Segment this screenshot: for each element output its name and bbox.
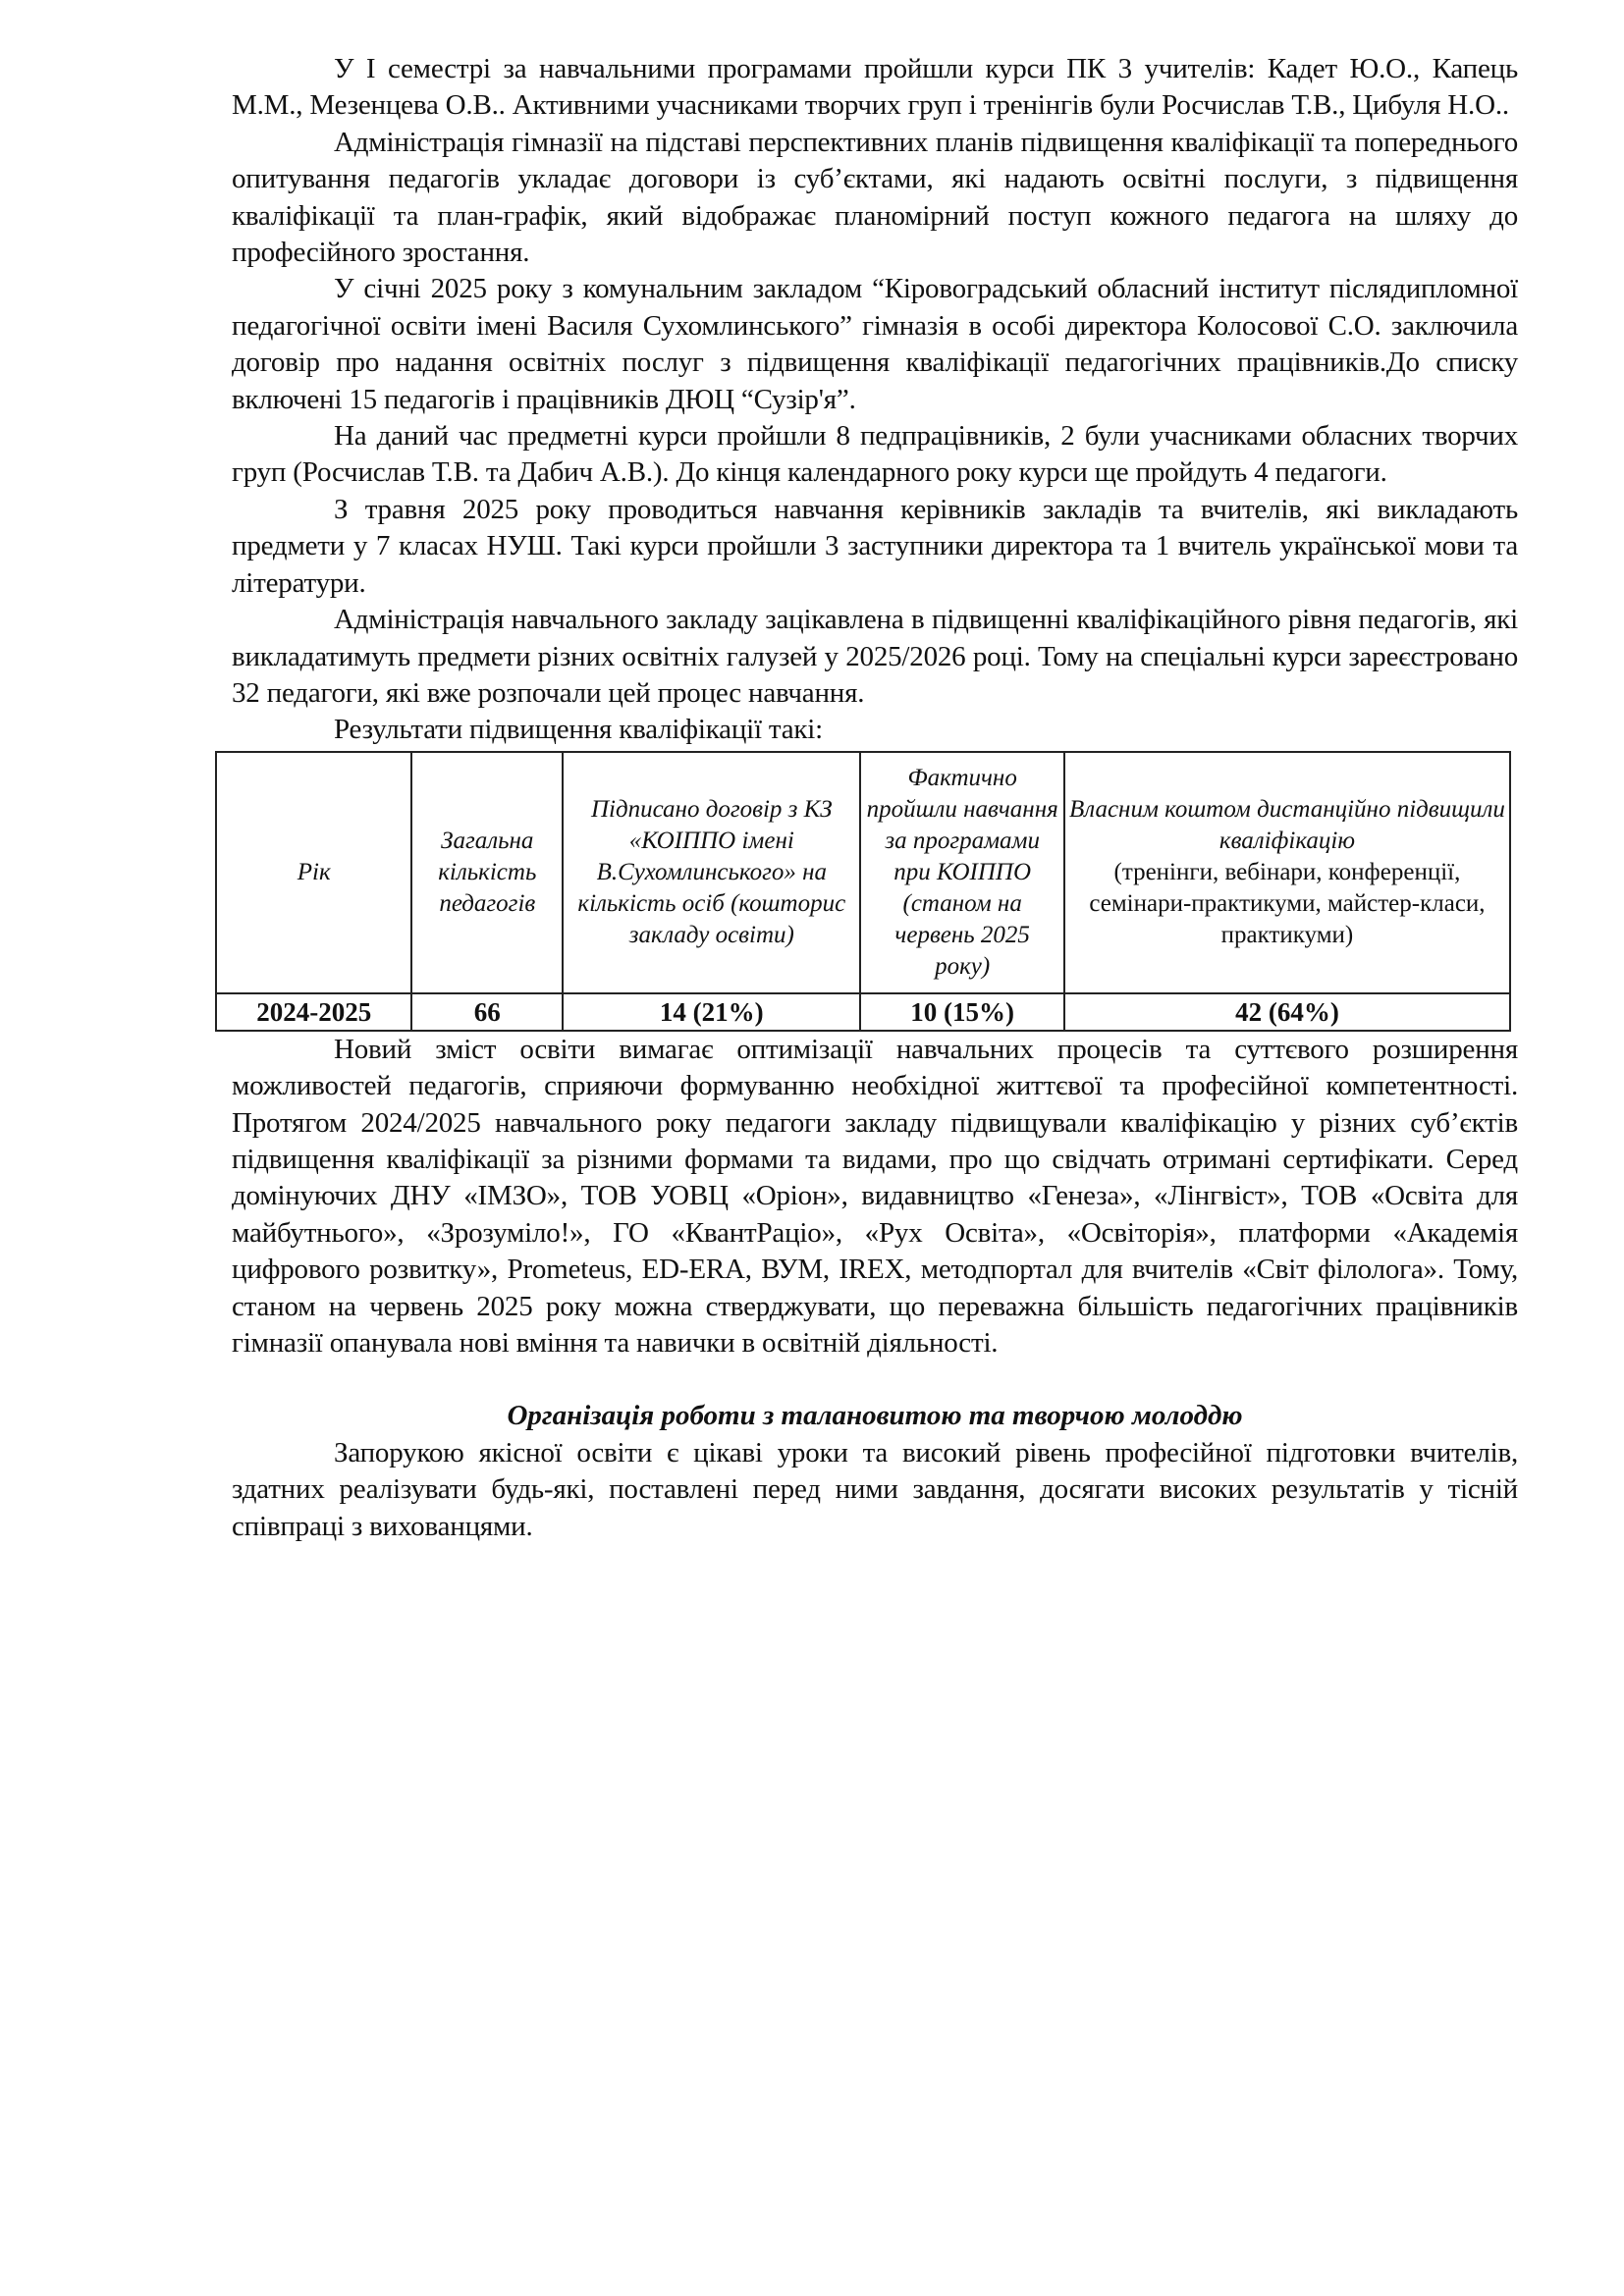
cell-signed: 14 (21%) xyxy=(563,993,860,1031)
paragraph-courses-first-semester: У І семестрі за навчальними програмами пройшли курси ПК 3 учителів: Кадет Ю.О., Капець М.М., Мезенцева О.В.. Активними учасниками творчих груп і тренінгів були Росчислав Т.В., Цибуля Н.О.. xyxy=(232,53,1518,122)
section-heading-talented-youth: Організація роботи з талановитою та творчою молоддю xyxy=(507,1400,1243,1432)
cell-actual: 10 (15%) xyxy=(860,993,1063,1031)
cell-year: 2024-2025 xyxy=(216,993,411,1031)
paragraph-quality-education: Запорукою якісної освіти є цікаві уроки та високий рівень професійної підготовки вчителів, здатних реалізувати будь-які, поставлені перед ними завдання, досягати високих результатів у тісній співпраці з вихованцями. xyxy=(232,1436,1518,1542)
header-own-funds-title: Власним коштом дистанційно підвищили кваліфікацію xyxy=(1068,795,1505,854)
qualification-results-table xyxy=(215,751,1511,1032)
paragraph-subject-courses: На даний час предметні курси пройшли 8 педпрацівників, 2 були учасниками обласних творчих груп (Росчислав Т.В. та Дабич А.В.). До кінця календарного року курси ще пройдуть 4 педагоги. xyxy=(232,420,1518,489)
paragraph-special-courses: Адміністрація навчального закладу зацікавлена в підвищенні кваліфікаційного рівня педагогів, які викладатимуть предмети різних освітніх галузей у 2025/2026 році. Тому на спеціальні курси зареєстровано 32 педагоги, які вже розпочали цей процес навчання. xyxy=(232,604,1518,709)
paragraph-nush-training: З травня 2025 року проводиться навчання керівників закладів та вчителів, які викладають предмети у 7 класах НУШ. Такі курси пройшли 3 заступники директора та 1 вчитель української мови та літератури. xyxy=(232,493,1518,599)
paragraph-january-contract: У січні 2025 року з комунальним закладом “Кіровоградський обласний інститут післядипломної педагогічної освіти імені Василя Сухомлинського” гімназія в особі директора Колосової С.О. заключила договір про надання освітніх послуг з підвищення кваліфікації педагогічних працівників.До списку включені 15 педагогів і працівників ДЮЦ “Сузір'я”. xyxy=(232,273,1518,415)
cell-total: 66 xyxy=(411,993,563,1031)
header-year: Рік xyxy=(216,752,411,993)
header-own-funds-details: (тренінги, вебінари, конференції, семінари-практикуми, майстер-класи, практикуми) xyxy=(1089,858,1486,948)
header-total-teachers: Загальна кількість педагогів xyxy=(411,752,563,993)
table-row xyxy=(216,993,1510,1031)
paragraph-administration-contracts: Адміністрація гімназії на підставі перспективних планів підвищення кваліфікації та попереднього опитування педагогів укладає договори із суб’єктами, які надають освітні послуги, з підвищення кваліфікації та план-графік, який відображає планомірний поступ кожного педагога на шляху до професійного зростання. xyxy=(232,126,1518,269)
header-actually-trained: Фактично пройшли навчання за програмами при КОІППО (станом на червень 2025 року) xyxy=(860,752,1063,993)
document-page xyxy=(232,51,1518,1545)
paragraph-new-content-education: Новий зміст освіти вимагає оптимізації навчальних процесів та суттєвого розширення можливостей педагогів, сприяючи формуванню необхідної життєвої та професійної компетентності. Протягом 2024/2025 навчального року педагоги закладу підвищували кваліфікацію у різних суб’єктів підвищення кваліфікації за різними формами та видами, про що свідчать отримані сертифікати. Серед домінуючих ДНУ «ІМЗО», ТОВ УОВЦ «Оріон», видавництво «Генеза», «Лінгвіст», ТОВ «Освіта для майбутнього», «Зрозуміло!», ГО «КвантРаціо», «Рух Освіта», «Освіторія», платформи «Академія цифрового розвитку», Prometeus, ED-ERA, ВУМ, IREX, методпортал для вчителів «Світ філолога». Тому, станом на червень 2025 року можна стверджувати, що переважна більшість педагогічних працівників гімназії опанувала нові вміння та навички в освітній діяльності. xyxy=(232,1033,1518,1359)
header-signed-contract: Підписано договір з КЗ «КОІППО імені В.Сухомлинського» на кількість осіб (кошторис закладу освіти) xyxy=(563,752,860,993)
paragraph-results-intro: Результати підвищення кваліфікації такі: xyxy=(334,714,824,746)
header-own-funds xyxy=(1064,752,1510,993)
cell-own: 42 (64%) xyxy=(1064,993,1510,1031)
table-header-row xyxy=(216,752,1510,993)
